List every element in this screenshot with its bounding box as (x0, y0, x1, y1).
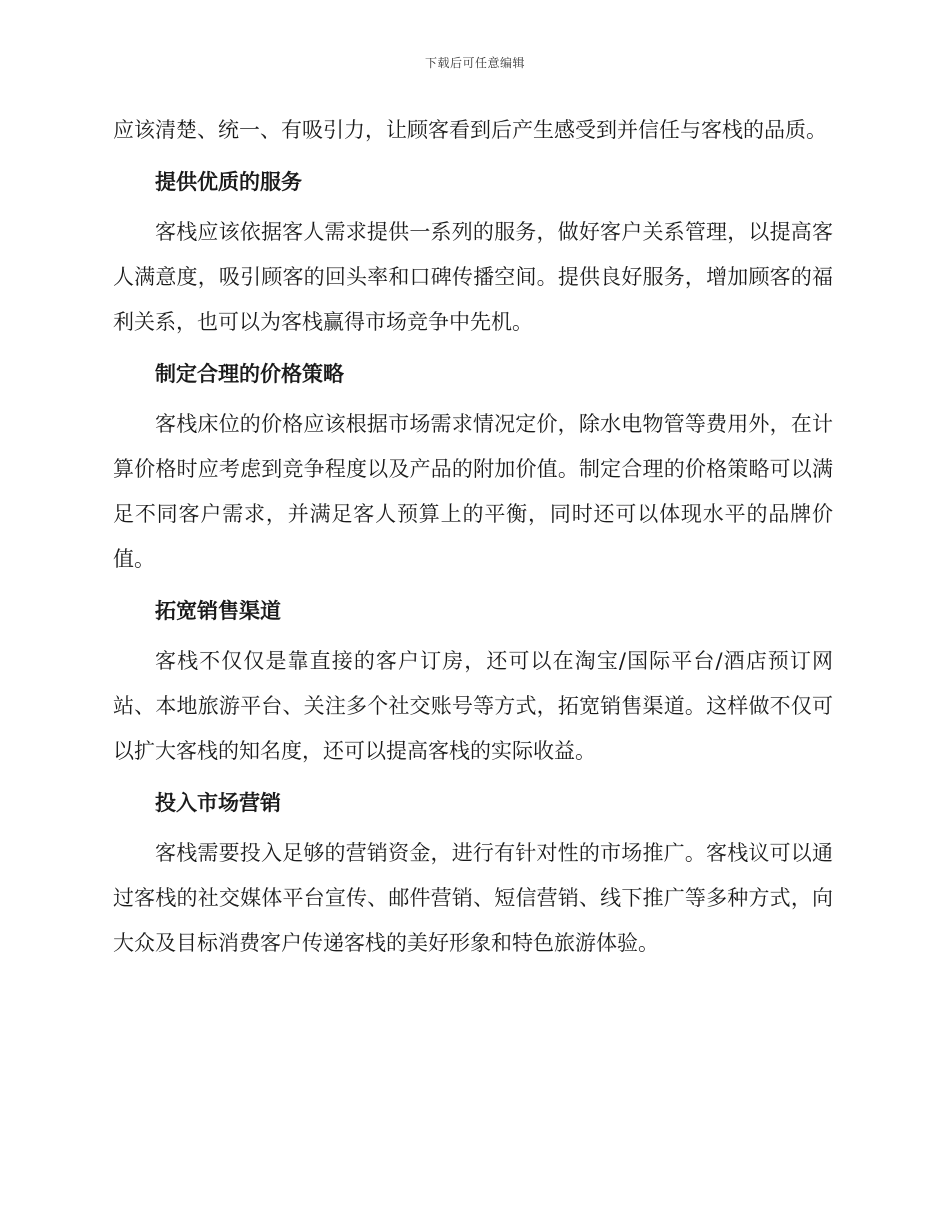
section-heading: 拓宽销售渠道 (155, 599, 281, 623)
section-channels (113, 594, 833, 774)
intro-paragraph: 应该清楚、统一、有吸引力，让顾客看到后产生感受到并信任与客栈的品质。 (113, 118, 827, 142)
section-paragraph: 客栈不仅仅是靠直接的客户订房，还可以在淘宝/国际平台/酒店预订网站、本地旅游平台、关注多个社交账号等方式，拓宽销售渠道。这样做不仅可以扩大客栈的知名度，还可以提高客栈的实际收益。 (113, 649, 833, 763)
section-heading: 制定合理的价格策略 (155, 362, 344, 386)
section-heading: 投入市场营销 (155, 791, 281, 815)
section-service (113, 165, 833, 345)
section-paragraph: 客栈需要投入足够的营销资金，进行有针对性的市场推广。客栈议可以通过客栈的社交媒体平台宣传、邮件营销、短信营销、线下推广等多种方式，向大众及目标消费客户传递客栈的美好形象和特色旅游体验。 (113, 841, 833, 955)
section-pricing (113, 357, 833, 582)
document-body (113, 108, 833, 966)
section-paragraph: 客栈床位的价格应该根据市场需求情况定价，除水电物管等费用外，在计算价格时应考虑到竞争程度以及产品的附加价值。制定合理的价格策略可以满足不同客户需求，并满足客人预算上的平衡，同时还可以体现水平的品牌价值。 (113, 412, 833, 571)
section-heading: 提供优质的服务 (155, 170, 302, 194)
page-header-note: 下载后可任意编辑 (424, 56, 525, 70)
section-paragraph: 客栈应该依据客人需求提供一系列的服务，做好客户关系管理，以提高客人满意度，吸引顾客的回头率和口碑传播空间。提供良好服务，增加顾客的福利关系，也可以为客栈赢得市场竞争中先机。 (113, 220, 833, 334)
section-marketing (113, 786, 833, 966)
